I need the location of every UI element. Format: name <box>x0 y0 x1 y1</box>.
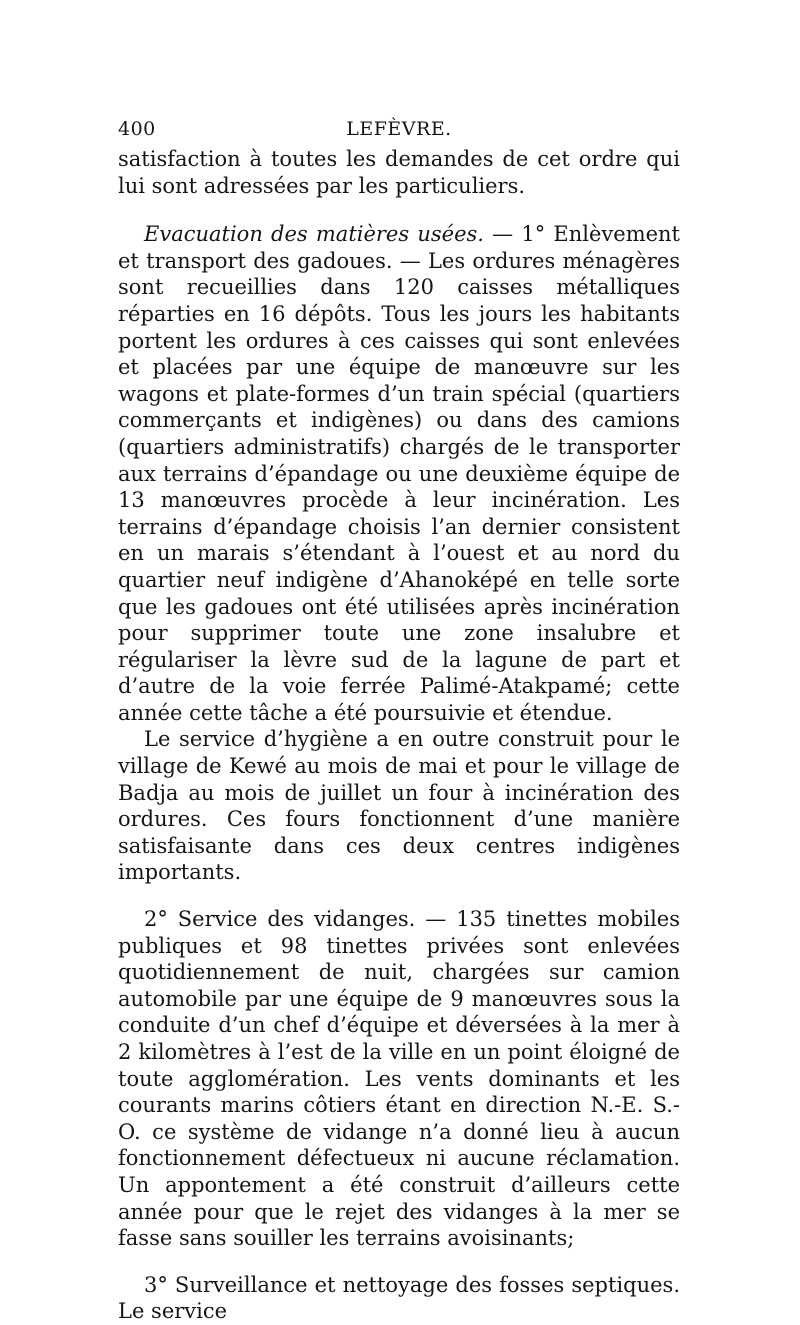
paragraph-evacuation-text: — 1° Enlèvement et transport des gadoues. — Les ordures ménagères sont recueillies dans 120 caisses métalliques réparties en 16 dépôts. Tous les jours les habitants portent les ordures à ces caisses qui sont enlevées et placées par une équipe de manœuvre sur les wagons et plate-formes d’un train spécial (quartiers commerçants et indigènes) ou dans des camions (quartiers administratifs) chargés de le transporter aux terrains d’épandage ou une deuxième équipe de 13 manœuvres procède à leur incinération. Les terrains d’épandage choisis l’an dernier consistent en un marais s’étendant à l’ouest et au nord du quartier neuf indigène d’Ahanoképé en telle sorte que les gadoues ont été utilisées après incinération pour supprimer toute une zone insalubre et régulariser la lèvre sud de la lagune de part et d’autre de la voie ferrée Palimé-Atakpamé; cette année cette tâche a été poursuivie et étendue. <box>118 222 680 725</box>
paragraph-evacuation <box>118 221 680 726</box>
paragraph-incineration-ovens: Le service d’hygiène a en outre construit pour le village de Kewé au mois de mai et pour le village de Badja au mois de juillet un four à incinération des ordures. Ces fours fonctionnent d’une manière satisfaisante dans ces deux centres indigènes importants. <box>118 727 680 885</box>
running-header <box>118 112 680 146</box>
paragraph-fosses-septiques: 3° Surveillance et nettoyage des fosses septiques. Le service <box>118 1272 680 1324</box>
book-page <box>118 112 680 1325</box>
running-title: LEFÈVRE. <box>346 118 452 140</box>
section-heading-evacuation: Evacuation des matières usées. <box>144 222 484 247</box>
paragraph-continuation: satisfaction à toutes les demandes de cet ordre qui lui sont adressées par les particuliers. <box>118 147 680 198</box>
paragraph-vidanges: 2° Service des vidanges. — 135 tinettes mobiles publiques et 98 tinettes privées sont enlevées quotidiennement de nuit, chargées sur camion automobile par une équipe de 9 manœuvres sous la conduite d’un chef d’équipe et déversées à la mer à 2 kilomètres à l’est de la ville en un point éloigné de toute agglomération. Les vents dominants et les courants marins côtiers étant en direction N.-E. S.-O. ce système de vidange n’a donné lieu à aucun fonctionnement défectueux ni aucune réclamation. Un appontement a été construit d’ailleurs cette année pour que le rejet des vidanges à la mer se fasse sans souiller les terrains avoisinants; <box>118 907 680 1251</box>
page-number: 400 <box>118 118 156 140</box>
